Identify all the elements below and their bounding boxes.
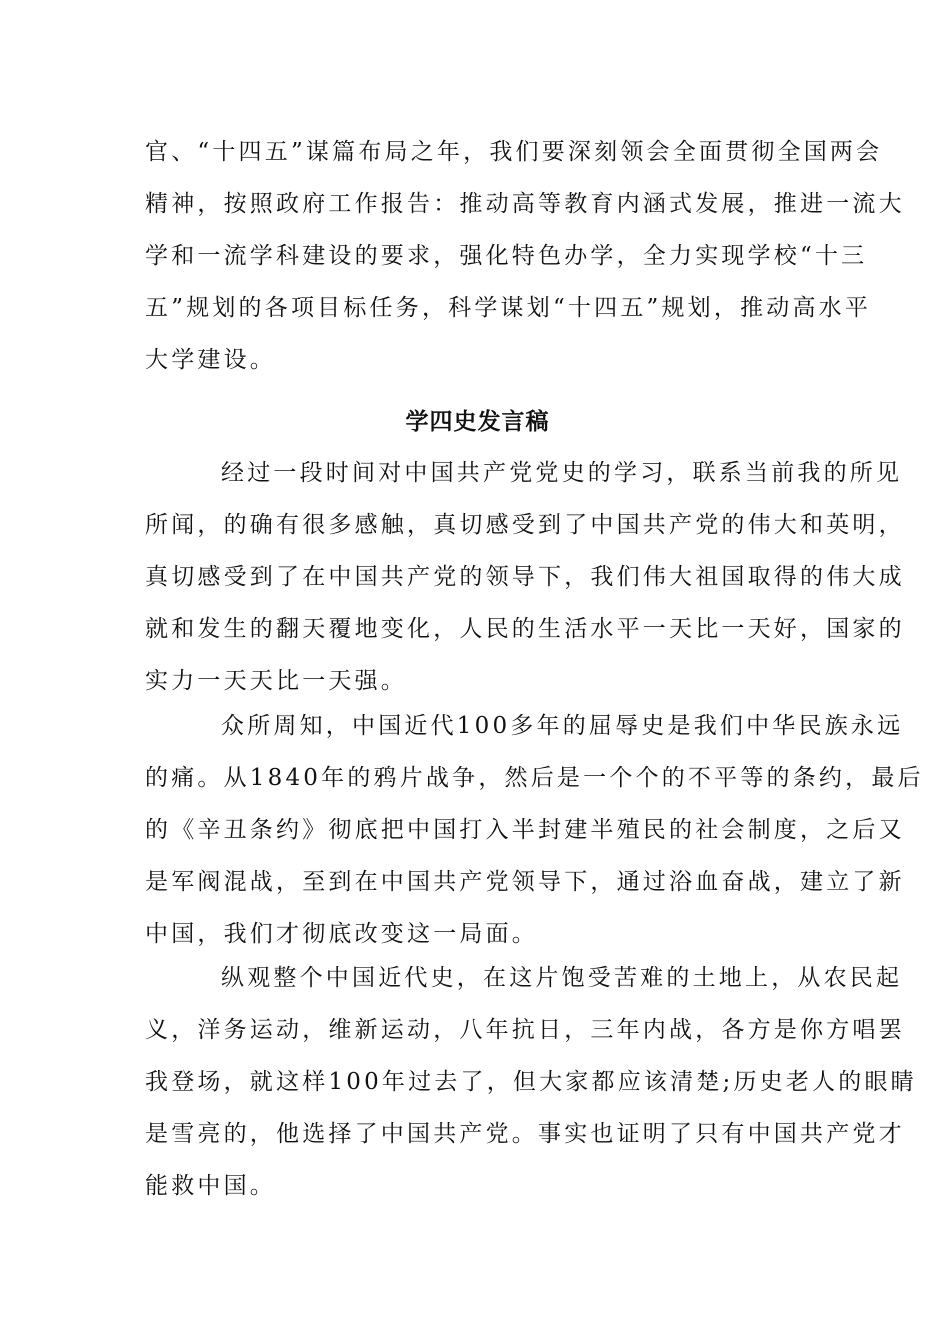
text-line: 中国，我们才彻底改变这一局面。	[145, 921, 538, 947]
text-line: 是雪亮的，他选择了中国共产党。事实也证明了只有中国共产党才	[145, 1121, 905, 1147]
text-line: 众所周知，中国近代100多年的屈辱史是我们中华民族永远	[221, 713, 904, 739]
text-line: 的《辛丑条约》彻底把中国打入半封建半殖民的社会制度，之后又	[145, 817, 905, 843]
text-line: 就和发生的翻天覆地变化，人民的生活水平一天比一天好，国家的	[145, 616, 905, 642]
text-line: 的痛。从1840年的鸦片战争，然后是一个个的不平等的条约，最后	[145, 765, 924, 791]
intro-paragraph	[145, 126, 905, 386]
paragraph-2	[145, 700, 924, 960]
paragraph-1	[145, 447, 905, 707]
section-title: 学四史发言稿	[405, 408, 550, 435]
text-line: 精神，按照政府工作报告：推动高等教育内涵式发展，推进一流大	[145, 191, 905, 217]
text-line: 我登场，就这样100年过去了，但大家都应该清楚;历史老人的眼睛	[145, 1069, 917, 1095]
text-line: 义，洋务运动，维新运动，八年抗日，三年内战，各方是你方唱罢	[145, 1017, 905, 1043]
paragraph-3	[145, 952, 917, 1212]
text-line: 大学建设。	[145, 347, 276, 373]
text-line: 纵观整个中国近代史，在这片饱受苦难的土地上，从农民起	[221, 965, 903, 991]
text-line: 能救中国。	[145, 1173, 276, 1199]
text-line: 真切感受到了在中国共产党的领导下，我们伟大祖国取得的伟大成	[145, 564, 905, 590]
text-line: 学和一流学科建设的要求，强化特色办学，全力实现学校“十三	[145, 243, 868, 269]
text-line: 经过一段时间对中国共产党党史的学习，联系当前我的所见	[221, 460, 903, 486]
text-line: 所闻，的确有很多感触，真切感受到了中国共产党的伟大和英明，	[145, 512, 905, 538]
text-line: 实力一天天比一天强。	[145, 668, 407, 694]
text-line: 是军阀混战，至到在中国共产党领导下，通过浴血奋战，建立了新	[145, 869, 905, 895]
text-line: 五”规划的各项目标任务，科学谋划“十四五”规划，推动高水平	[145, 295, 872, 321]
text-line: 官、“十四五”谋篇布局之年，我们要深刻领会全面贯彻全国两会	[145, 139, 883, 165]
